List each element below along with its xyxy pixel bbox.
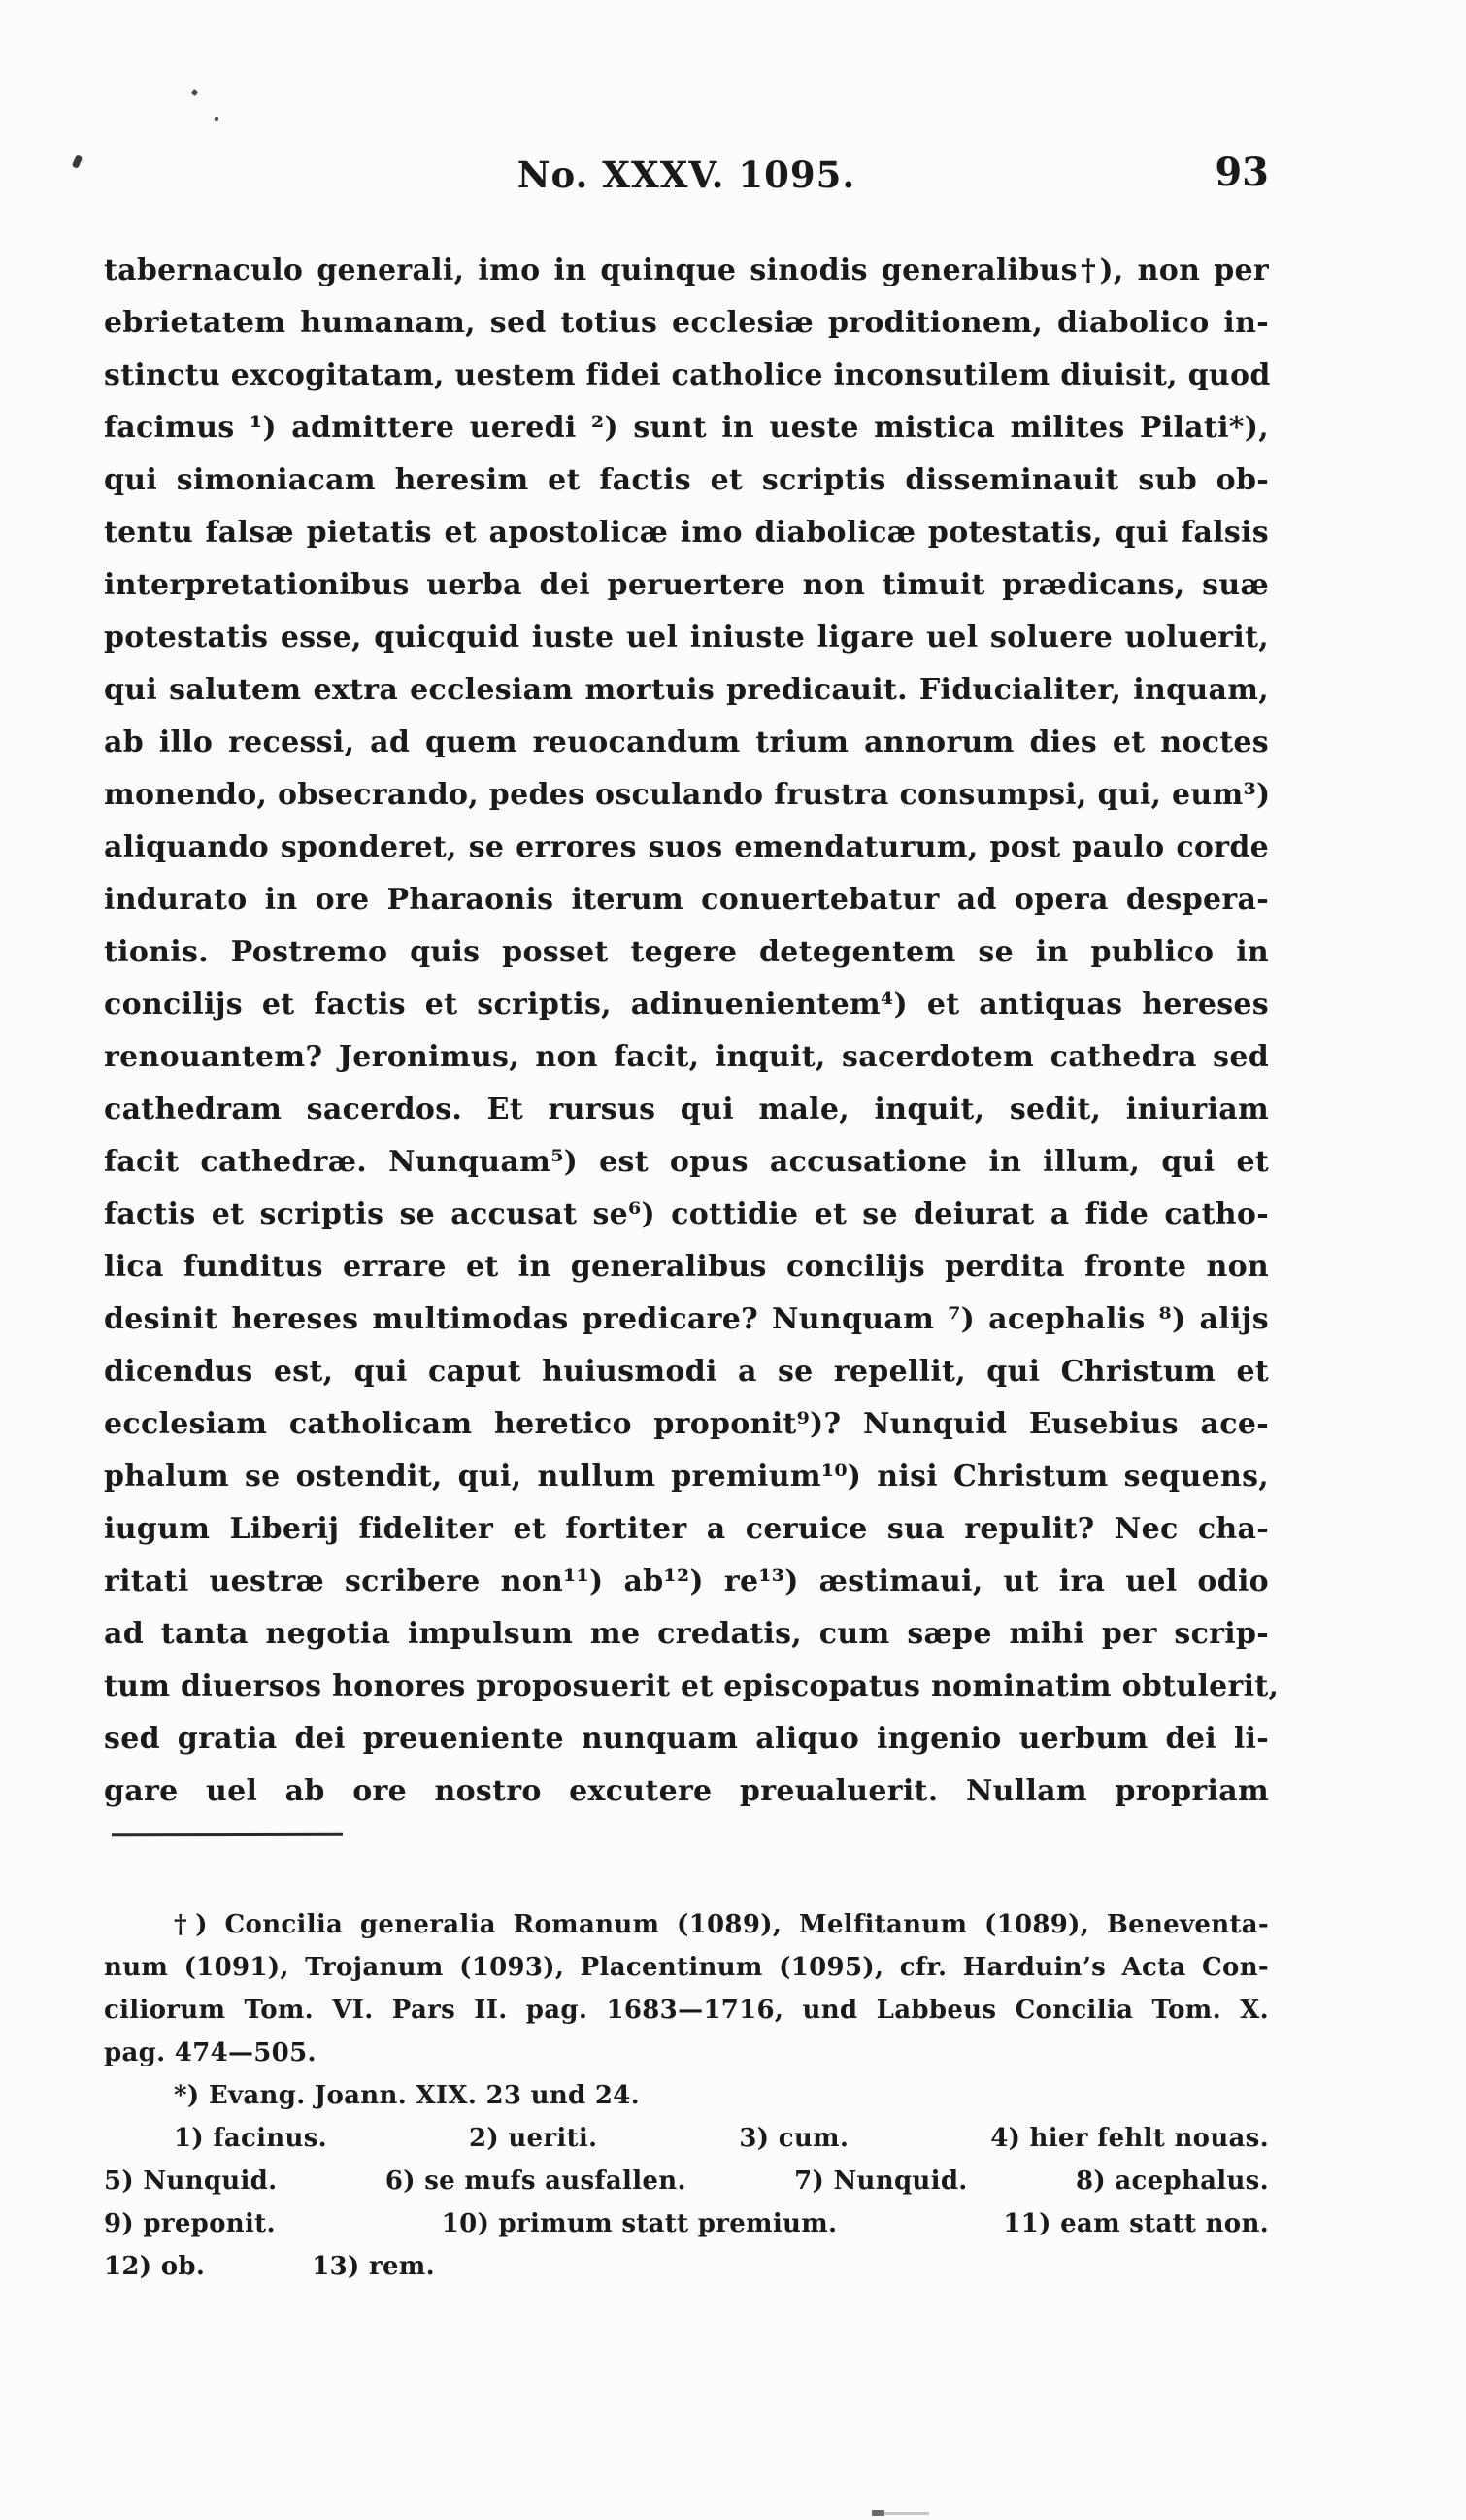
body-line: tentu falsæ pietatis et apostolicæ imo diabolicæ potestatis, qui falsis [104,516,1269,550]
footnote-line [104,2160,1269,2202]
footnote-entry: 12) ob. [104,2252,206,2281]
body-line: qui salutem extra ecclesiam mortuis predicauit. Fiducialiter, inquam, [104,673,1269,707]
page-number: 93 [1215,150,1269,195]
body-line: lica funditus errare et in generalibus concilijs perdita fronte non [104,1250,1269,1284]
scan-artifact [72,154,83,169]
footnotes-block [104,1903,1269,2288]
body-line: ad tanta negotia impulsum me credatis, cum sæpe mihi per scrip- [104,1617,1269,1651]
body-line: stinctu excogitatam, uestem fidei catholice inconsutilem diuisit, quod [104,358,1271,392]
body-line: factis et scriptis se accusat se⁶) cottidie et se deiurat a fide catho- [104,1197,1269,1231]
body-line: facimus ¹) admittere ueredi ²) sunt in ueste mistica milites Pilati*), [104,411,1269,445]
body-line: gare uel ab ore nostro excutere preualuerit. Nullam propriam [104,1774,1269,1808]
footnote-entry: 5) Nunquid. [104,2167,278,2196]
footnote-entry: 7) Nunquid. [794,2167,968,2196]
scan-artifact [215,117,219,122]
footnote-line: *) Evang. Joann. XIX. 23 und 24. [174,2081,641,2110]
footnote-entry: 8) acephalus. [1076,2167,1269,2196]
body-line: qui simoniacam heresim et factis et scriptis disseminauit sub ob- [104,463,1269,497]
body-line: tabernaculo generali, imo in quinque sinodis generalibus†), non per [104,253,1269,287]
body-text-block [104,245,1280,1818]
footnote-entry: 13) rem. [312,2252,435,2281]
footnote-entry: 3) cum. [739,2124,850,2153]
body-line: sed gratia dei preueniente nunquam aliquo ingenio uerbum dei li- [104,1722,1269,1756]
body-line: tionis. Postremo quis posset tegere detegentem se in publico in [104,935,1269,969]
footnote-line: num (1091), Trojanum (1093), Placentinum (1095), cfr. Harduin’s Acta Con- [104,1953,1269,1982]
body-line: monendo, obsecrando, pedes osculando frustra consumpsi, qui, eum³) [104,778,1271,812]
body-line: concilijs et factis et scriptis, adinuenientem⁴) et antiquas hereses [104,988,1269,1022]
body-line: cathedram sacerdos. Et rursus qui male, inquit, sedit, iniuriam [104,1092,1269,1126]
body-line: ab illo recessi, ad quem reuocandum trium annorum dies et noctes [104,725,1269,759]
body-line: interpretationibus uerba dei peruertere non timuit prædicans, suæ [104,568,1269,602]
footnote-line [104,2202,1269,2245]
body-line: ritati uestræ scribere non¹¹) ab¹²) re¹³) æstimaui, ut ira uel odio [104,1564,1269,1598]
footnote-line [104,2245,1269,2288]
body-line: phalum se ostendit, qui, nullum premium¹⁰) nisi Christum sequens, [104,1460,1269,1494]
footnote-entry: 6) se mufs ausfallen. [384,2167,686,2196]
footnote-entry: 10) primum statt premium. [441,2209,838,2238]
body-line: ebrietatem humanam, sed totius ecclesiæ proditionem, diabolico in- [104,306,1269,340]
footnote-entry: 4) hier fehlt nouas. [990,2124,1269,2153]
footnote-entry: 11) eam statt non. [1003,2209,1269,2238]
body-line: renouantem? Jeronimus, non facit, inquit, sacerdotem cathedra sed [104,1040,1269,1074]
scan-artifact [872,2510,884,2516]
footnote-line: pag. 474—505. [104,2038,317,2067]
body-line: facit cathedræ. Nunquam⁵) est opus accusatione in illum, qui et [104,1145,1269,1179]
footnote-line: ciliorum Tom. VI. Pars II. pag. 1683—1716, und Labbeus Concilia Tom. X. [104,1996,1269,2025]
scan-artifact [191,89,198,96]
footnote-line: †) Concilia generalia Romanum (1089), Melfitanum (1089), Beneventa- [174,1910,1269,1939]
footnote-entry: 1) facinus. [174,2124,327,2153]
body-line: indurato in ore Pharaonis iterum conuertebatur ad opera despera- [104,883,1269,917]
document-number-heading: No. XXXV. 1095. [516,153,856,196]
body-line: ecclesiam catholicam heretico proponit⁹)? Nunquid Eusebius ace- [104,1407,1269,1441]
body-line: dicendus est, qui caput huiusmodi a se repellit, qui Christum et [104,1355,1269,1389]
body-line: potestatis esse, quicquid iuste uel iniuste ligare uel soluere uoluerit, [104,621,1269,655]
body-line: desinit hereses multimodas predicare? Nunquam ⁷) acephalis ⁸) alijs [104,1302,1269,1336]
footnote-line [104,2117,1269,2160]
body-line: tum diuersos honores proposuerit et episcopatus nominatim obtulerit, [104,1669,1280,1703]
footnote-separator-rule [112,1833,343,1837]
footnote-entry: 2) ueriti. [468,2124,598,2153]
footnote-entry: 9) preponit. [104,2209,276,2238]
scan-artifact [884,2512,929,2515]
body-line: iugum Liberij fideliter et fortiter a ceruice sua repulit? Nec cha- [104,1512,1269,1546]
page-header [104,150,1269,198]
body-line: aliquando sponderet, se errores suos emendaturum, post paulo corde [104,830,1269,864]
